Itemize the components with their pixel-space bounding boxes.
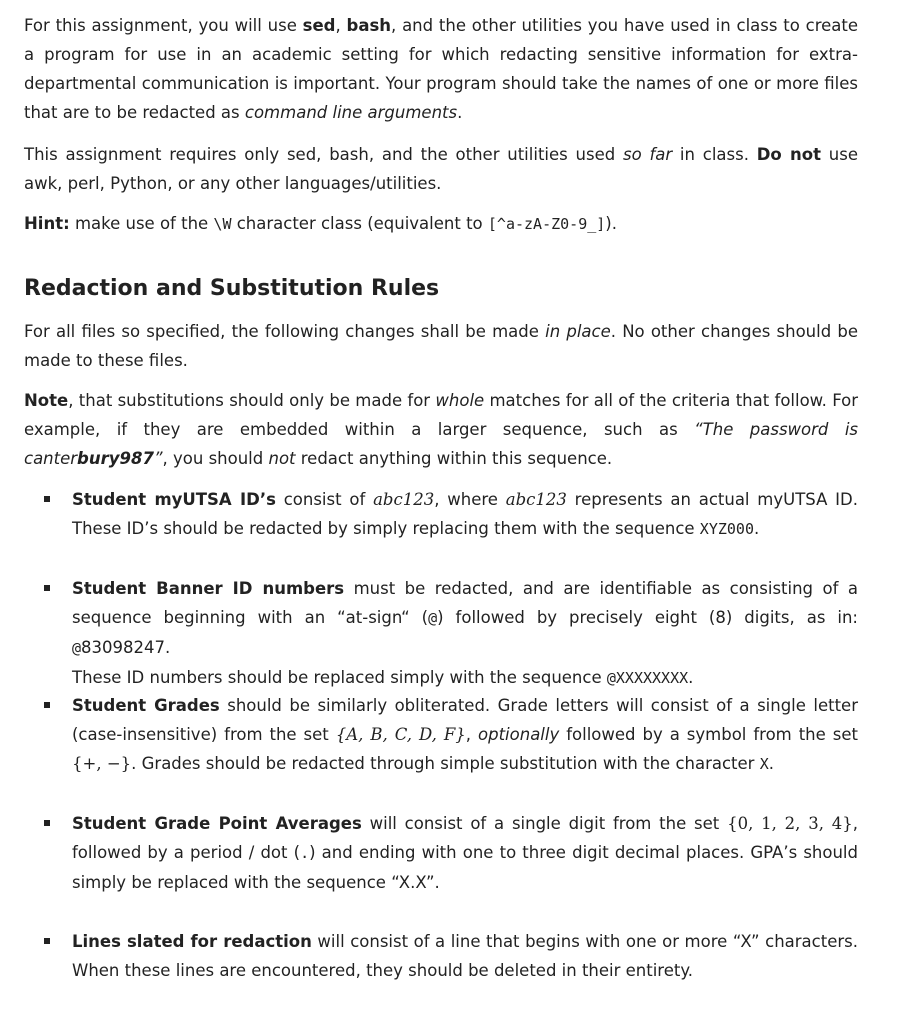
math-set: {+, −} bbox=[72, 754, 132, 773]
text: use awk, perl, Python, or any other languages/utilities. bbox=[24, 145, 858, 193]
text: . bbox=[753, 519, 760, 538]
intro-paragraph bbox=[24, 11, 858, 127]
bold-text: Hint: bbox=[24, 214, 70, 233]
bold-text: Student myUTSA ID’s bbox=[72, 490, 276, 509]
text: ) followed by precisely eight (8) digits, as in: bbox=[437, 608, 858, 627]
code-text: \W bbox=[213, 215, 232, 233]
text: , and the other utilities you have used in class to create a program for use in an academic setting for which redacting sensitive information for extra-departmental communication is important. Your program should take the names of one or more files that are to be redacted as bbox=[24, 16, 858, 122]
text: . bbox=[457, 103, 463, 122]
code-text: [^a-zA-Z0-9_] bbox=[487, 215, 606, 233]
bullet-icon bbox=[44, 702, 50, 708]
text: in class. bbox=[672, 145, 757, 164]
italic-text: “The password is canter bbox=[24, 420, 859, 468]
requirements-paragraph bbox=[24, 140, 858, 198]
text: , bbox=[335, 16, 347, 35]
math-set: {A, B, C, D, F} bbox=[335, 725, 466, 744]
text: . bbox=[768, 754, 774, 773]
text: , followed by a period / dot ( bbox=[72, 814, 858, 862]
code-text: @ bbox=[72, 639, 82, 657]
bold-text: Student Grade Point Averages bbox=[72, 814, 362, 833]
math-text: abc123 bbox=[505, 490, 567, 509]
code-text: X bbox=[759, 755, 769, 773]
rule-text-line2 bbox=[72, 663, 858, 693]
bullet-icon bbox=[44, 496, 50, 502]
rule-line-redaction bbox=[44, 927, 858, 985]
bullet-icon bbox=[44, 585, 50, 591]
bold-text: Note bbox=[24, 391, 69, 410]
text: followed by a symbol from the set bbox=[559, 725, 858, 744]
text: , where bbox=[434, 490, 506, 509]
math-set: {0, 1, 2, 3, 4} bbox=[727, 814, 853, 833]
rule-text bbox=[72, 574, 858, 663]
text: must be redacted, and are identifiable as consisting of a sequence beginning with an “at-sign“ ( bbox=[72, 579, 858, 627]
text: make use of the bbox=[69, 214, 214, 233]
rule-text bbox=[72, 927, 858, 985]
text: character class (equivalent to bbox=[231, 214, 488, 233]
text: will consist of a line that begins with one or more “X” characters. When these lines are encountered, they should be deleted in their entirety. bbox=[72, 932, 858, 980]
bold-text: Student Banner ID numbers bbox=[72, 579, 345, 598]
math-text: abc123 bbox=[373, 490, 435, 509]
hint-paragraph bbox=[24, 209, 858, 239]
italic-text: so far bbox=[622, 145, 673, 164]
bold-text: sed bbox=[302, 16, 336, 35]
italic-text: in place bbox=[545, 322, 611, 341]
bold-italic-text: bury987 bbox=[77, 449, 154, 468]
note-paragraph bbox=[24, 386, 858, 473]
text: consist of bbox=[275, 490, 374, 509]
text: , you should bbox=[162, 449, 269, 468]
rule-myutsa-id bbox=[44, 485, 858, 544]
text: ) and ending with one to three digit decimal places. GPA’s should simply be replaced with the sequence “X.X”. bbox=[72, 843, 858, 892]
bullet-icon bbox=[44, 938, 50, 944]
code-text: @ bbox=[428, 609, 438, 627]
rule-gpa bbox=[44, 809, 858, 897]
code-text: XYZ000 bbox=[699, 520, 754, 538]
italic-text: command line arguments bbox=[244, 103, 458, 122]
text: ). bbox=[605, 214, 617, 233]
text: matches for all of the criteria that follow. For example, if they are embedded within a larger sequence, such as bbox=[24, 391, 858, 439]
italic-text: not bbox=[268, 449, 296, 468]
bullet-icon bbox=[44, 820, 50, 826]
text: These ID numbers should be replaced simply with the sequence bbox=[72, 668, 607, 687]
rule-text bbox=[72, 809, 858, 897]
rule-grades bbox=[44, 691, 858, 779]
text: For all files so specified, the following changes shall be made bbox=[24, 322, 546, 341]
text: should be similarly obliterated. Grade letters will consist of a single letter (case-insensitive) from the set bbox=[72, 696, 858, 744]
text: , bbox=[465, 725, 479, 744]
code-text: @XXXXXXXX bbox=[606, 669, 689, 687]
text: . No other changes should be made to these files. bbox=[24, 322, 858, 370]
text: , that substitutions should only be made for bbox=[68, 391, 436, 410]
text: For this assignment, you will use bbox=[24, 16, 303, 35]
italic-text: optionally bbox=[478, 725, 560, 744]
code-text: . bbox=[300, 844, 310, 862]
rule-banner-id bbox=[44, 574, 858, 693]
text: This assignment requires only sed, bash, and the other utilities used bbox=[24, 145, 623, 164]
bold-text: Student Grades bbox=[72, 696, 220, 715]
text: will consist of a single digit from the set bbox=[361, 814, 728, 833]
text: redact anything within this sequence. bbox=[295, 449, 613, 468]
italic-text: whole bbox=[435, 391, 485, 410]
bold-text: Lines slated for redaction bbox=[72, 932, 312, 951]
text: represents an actual myUTSA ID. These ID’s should be redacted by simply replacing them with the sequence bbox=[72, 490, 858, 538]
text: 83098247. bbox=[81, 638, 171, 657]
italic-text: ” bbox=[153, 449, 163, 468]
text: . Grades should be redacted through simple substitution with the character bbox=[131, 754, 760, 773]
bold-text: bash bbox=[346, 16, 392, 35]
bold-text: Do not bbox=[756, 145, 822, 164]
rule-text bbox=[72, 485, 858, 544]
in-place-paragraph bbox=[24, 317, 858, 375]
text: . bbox=[688, 668, 694, 687]
rule-text bbox=[72, 691, 858, 779]
section-heading: Redaction and Substitution Rules bbox=[24, 276, 440, 301]
